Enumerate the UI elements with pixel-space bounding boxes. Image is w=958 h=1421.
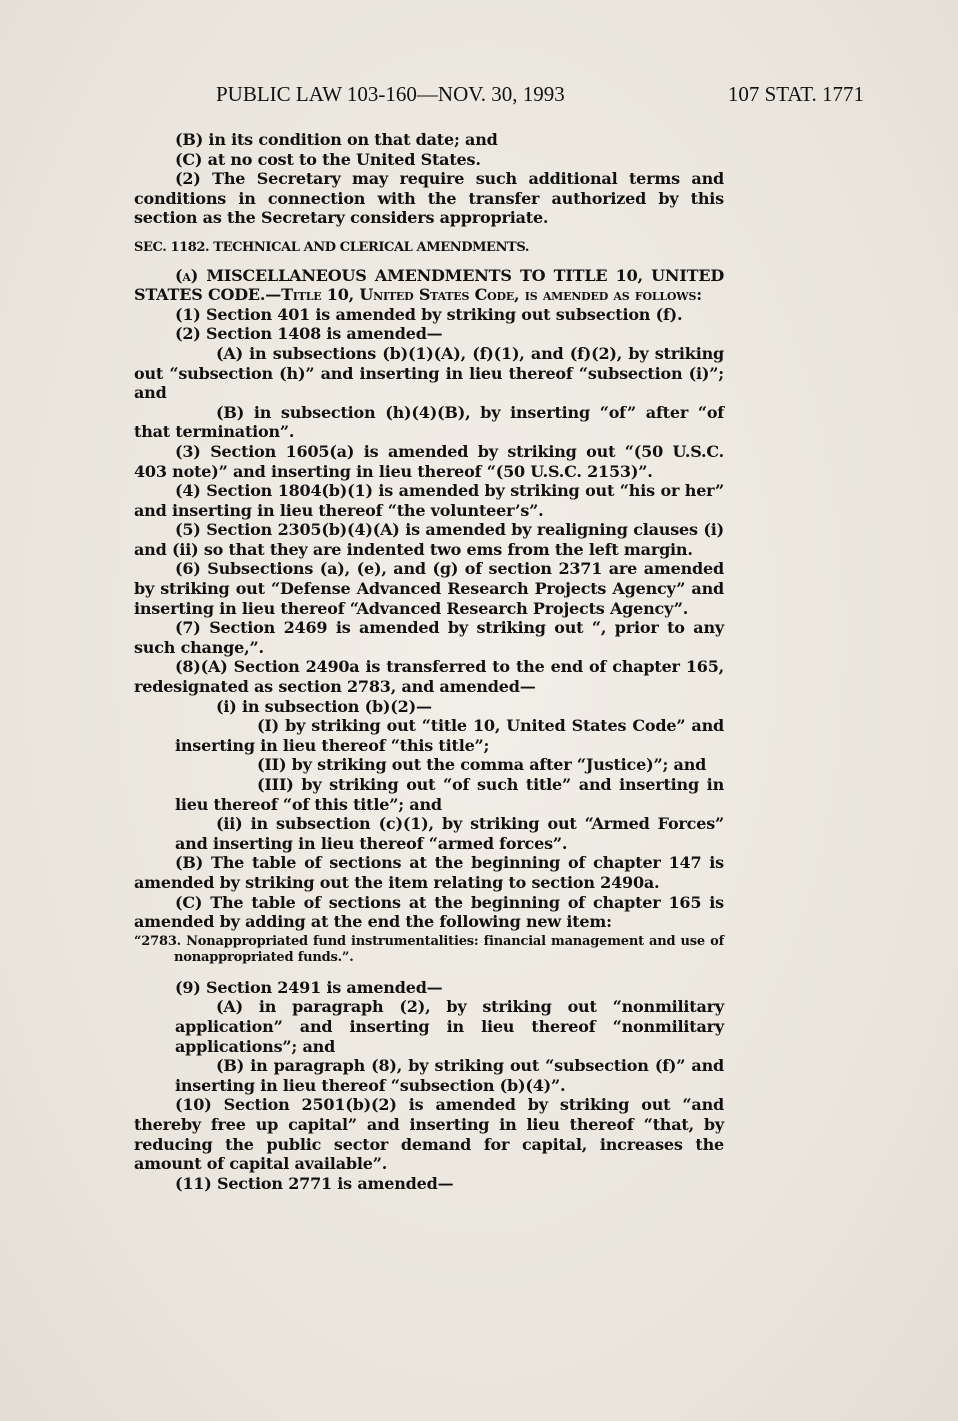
- paragraph: (C) The table of sections at the beginning of chapter 165 is amended by adding at the end the following new item:: [134, 892, 724, 932]
- paragraph: (11) Section 2771 is amended—: [175, 1173, 454, 1193]
- paragraph: (B) in its condition on that date; and: [175, 130, 498, 149]
- paragraph: (8)(A) Section 2490a is transferred to the end of chapter 165, redesignated as section 2783, and amended—: [134, 657, 724, 697]
- paragraph: (2) The Secretary may require such additional terms and conditions in connection with the transfer authorized by this section as the Secretary considers appropriate.: [134, 169, 724, 228]
- paragraph: (ii) in subsection (c)(1), by striking out “Armed Forces” and inserting in lieu thereof “armed forces”.: [175, 814, 724, 853]
- subsection-heading: (a) MISCELLANEOUS AMENDMENTS TO TITLE 10, UNITED STATES CODE.—Title 10, United States Code, is amended as follows:: [134, 265, 724, 305]
- paragraph: (4) Section 1804(b)(1) is amended by striking out “his or her” and inserting in lieu thereof “the volunteer’s”.: [134, 481, 724, 520]
- paragraph: (B) in paragraph (8), by striking out “subsection (f)” and inserting in lieu thereof “subsection (b)(4)”.: [175, 1056, 724, 1095]
- paragraph: (2) Section 1408 is amended—: [175, 324, 443, 344]
- paragraph: (6) Subsections (a), (e), and (g) of section 2371 are amended by striking out “Defense Advanced Research Projects Agency” and inserting in lieu thereof “Advanced Research Projects Agency”.: [134, 559, 724, 618]
- paragraph: (A) in subsections (b)(1)(A), (f)(1), and (f)(2), by striking out “subsection (h)” and inserting in lieu thereof “subsection (i)”; and: [134, 343, 724, 403]
- section-heading: SEC. 1182. TECHNICAL AND CLERICAL AMENDMENTS.: [134, 239, 529, 255]
- paragraph: (A) in paragraph (2), by striking out “nonmilitary application” and inserting in lieu thereof “nonmilitary applications”; and: [175, 997, 724, 1056]
- page-header: [216, 82, 864, 112]
- paragraph: (i) in subsection (b)(2)—: [216, 696, 432, 716]
- paragraph: (5) Section 2305(b)(4)(A) is amended by realigning clauses (i) and (ii) so that they are indented two ems from the left margin.: [134, 520, 724, 559]
- paragraph: (B) The table of sections at the beginning of chapter 147 is amended by striking out the item relating to section 2490a.: [134, 853, 724, 892]
- paragraph: (C) at no cost to the United States.: [175, 149, 481, 169]
- paragraph: (III) by striking out “of such title” and inserting in lieu thereof “of this title”; and: [175, 775, 724, 814]
- paragraph: (1) Section 401 is amended by striking out subsection (f).: [175, 304, 683, 324]
- paragraph: (10) Section 2501(b)(2) is amended by striking out “and thereby free up capital” and inserting in lieu thereof “that, by reducing the public sector demand for capital, increases the amount of capital available”.: [134, 1095, 724, 1174]
- header-page-number: 107 STAT. 1771: [727, 82, 864, 106]
- paragraph: (3) Section 1605(a) is amended by striking out “(50 U.S.C. 403 note)” and inserting in lieu thereof “(50 U.S.C. 2153)”.: [134, 441, 724, 481]
- document-body: [134, 130, 724, 1193]
- header-title: PUBLIC LAW 103-160—NOV. 30, 1993: [216, 82, 565, 106]
- paragraph: (9) Section 2491 is amended—: [175, 977, 443, 997]
- paragraph: (7) Section 2469 is amended by striking out “, prior to any such change,”.: [134, 618, 724, 657]
- paragraph: (B) in subsection (h)(4)(B), by inserting “of” after “of that termination”.: [134, 402, 724, 442]
- paragraph: (I) by striking out “title 10, United States Code” and inserting in lieu thereof “this title”;: [175, 716, 724, 755]
- paragraph: (II) by striking out the comma after “Justice)”; and: [257, 755, 707, 775]
- table-of-sections-item: “2783. Nonappropriated fund instrumentalities: financial management and use of nonappropriated funds.”.: [134, 933, 724, 965]
